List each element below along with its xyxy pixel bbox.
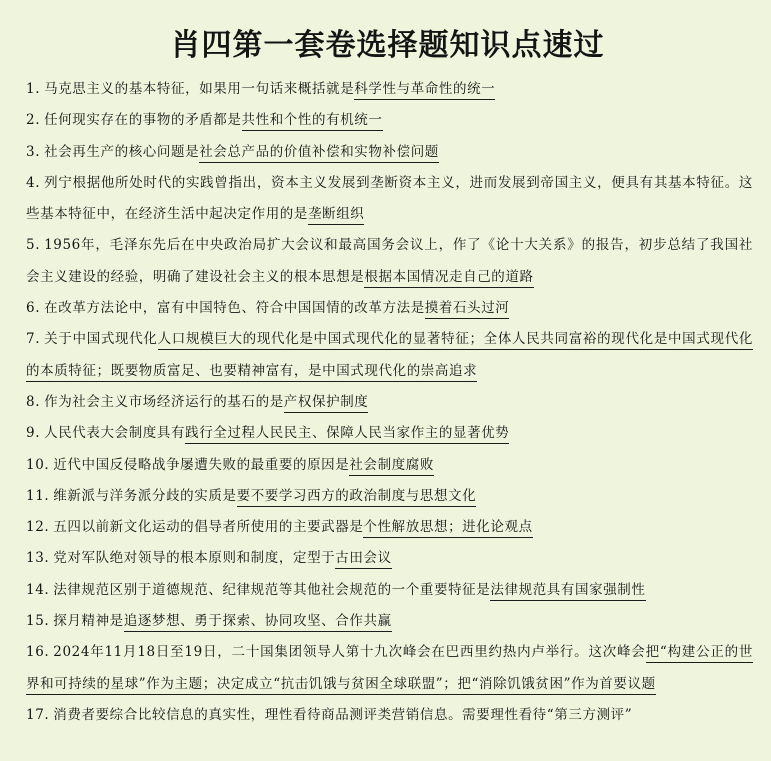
item-number: 13. <box>26 550 50 567</box>
knowledge-item <box>22 637 753 700</box>
item-number: 6. <box>26 300 41 317</box>
knowledge-item <box>22 105 753 136</box>
item-number: 4. <box>26 174 41 191</box>
item-answer: 追逐梦想、勇于探索、协同攻坚、合作共赢 <box>124 613 392 632</box>
knowledge-item <box>22 387 753 418</box>
item-number: 12. <box>26 519 50 536</box>
item-question: 列宁根据他所处时代的实践曾指出，资本主义发展到垄断资本主义，进而发展到帝国主义，便具有其基本特征。这些基本特征中，在经济生活中起决定作用的是 <box>26 174 753 223</box>
item-number: 1. <box>26 81 41 97</box>
knowledge-item <box>22 324 753 387</box>
knowledge-item <box>22 481 753 512</box>
item-question: 任何现实存在的事物的矛盾都是 <box>44 112 242 129</box>
knowledge-item <box>22 230 753 293</box>
item-number: 14. <box>26 581 50 598</box>
item-question: 近代中国反侵略战争屡遭失败的最重要的原因是 <box>53 456 350 473</box>
item-number: 10. <box>26 456 50 473</box>
item-answer: 社会制度腐败 <box>349 457 434 476</box>
item-question: 马克思主义的基本特征，如果用一句话来概括就是 <box>44 81 355 97</box>
item-number: 3. <box>26 143 41 160</box>
item-number: 8. <box>26 393 41 410</box>
item-question: 党对军队绝对领导的根本原则和制度，定型于 <box>53 550 336 567</box>
item-number: 9. <box>26 425 41 442</box>
item-answer: 根据本国情况走自己的道路 <box>364 269 533 288</box>
item-question: 2024年11月18日至19日，二十国集团领导人第十九次峰会在巴西里约热内卢举行。这次峰会 <box>53 644 646 661</box>
item-number: 15. <box>26 613 50 630</box>
knowledge-item <box>22 418 753 449</box>
item-answer: 科学性与革命性的统一 <box>354 81 495 100</box>
item-question: 社会再生产的核心问题是 <box>44 143 200 160</box>
item-question: 在改革方法论中，富有中国特色、符合中国国情的改革方法是 <box>44 300 425 317</box>
item-question: 法律规范区别于道德规范、纪律规范等其他社会规范的一个重要特征是 <box>53 581 491 598</box>
item-number: 11. <box>26 487 50 504</box>
item-number: 7. <box>26 331 41 348</box>
knowledge-item <box>22 450 753 481</box>
knowledge-item <box>22 512 753 543</box>
item-answer: 践行全过程人民民主、保障人民当家作主的显著优势 <box>185 425 509 444</box>
item-question: 探月精神是 <box>53 613 124 630</box>
item-answer: 个性解放思想；进化论观点 <box>363 519 532 538</box>
item-answer: 摸着石头过河 <box>425 300 510 319</box>
item-question: 关于中国式现代化 <box>44 331 158 348</box>
item-answer: 把“构建公正的世界和可持续的星球”作为主题；决定成立“抗击饥饿与贫困全球联盟”；把“消除饥饿贫困”作为首要议题 <box>26 644 753 694</box>
item-answer: 古田会议 <box>335 550 391 569</box>
item-question: 人民代表大会制度具有 <box>44 425 186 442</box>
knowledge-item <box>22 137 753 168</box>
item-number: 17. <box>26 706 50 723</box>
item-question: 消费者要综合比较信息的真实性，理性看待商品测评类营销信息。需要理性看待“第三方测评” <box>53 706 633 723</box>
item-answer: 垄断组织 <box>308 206 364 225</box>
item-question: 作为社会主义市场经济运行的基石的是 <box>44 393 284 410</box>
item-answer: 人口规模巨大的现代化是中国式现代化的显著特征；全体人民共同富裕的现代化是中国式现代化的本质特征；既要物质富足、也要精神富有，是中国式现代化的崇高追求 <box>26 331 753 381</box>
item-answer: 社会总产品的价值补偿和实物补偿问题 <box>199 144 439 163</box>
item-number: 16. <box>26 644 50 661</box>
item-answer: 法律规范具有国家强制性 <box>490 582 645 601</box>
item-answer: 产权保护制度 <box>284 394 369 413</box>
knowledge-item <box>22 168 753 231</box>
knowledge-item <box>22 74 753 105</box>
knowledge-item <box>22 293 753 324</box>
item-number: 2. <box>26 112 41 129</box>
item-question: 五四以前新文化运动的倡导者所使用的主要武器是 <box>53 519 364 536</box>
knowledge-point-list <box>22 74 753 731</box>
item-answer: 要不要学习西方的政治制度与思想文化 <box>237 488 477 507</box>
knowledge-item <box>22 543 753 574</box>
knowledge-item <box>22 700 753 731</box>
item-question: 1956年，毛泽东先后在中央政治局扩大会议和最高国务会议上，作了《论十大关系》的报告，初步总结了我国社会主义建设的经验，明确了建设社会主义的根本思想是 <box>26 237 753 285</box>
knowledge-item <box>22 606 753 637</box>
item-question: 维新派与洋务派分歧的实质是 <box>53 487 237 504</box>
knowledge-item <box>22 575 753 606</box>
item-answer: 共性和个性的有机统一 <box>242 112 383 131</box>
item-number: 5. <box>26 237 41 254</box>
page-title: 肖四第一套卷选择题知识点速过 <box>170 28 605 63</box>
